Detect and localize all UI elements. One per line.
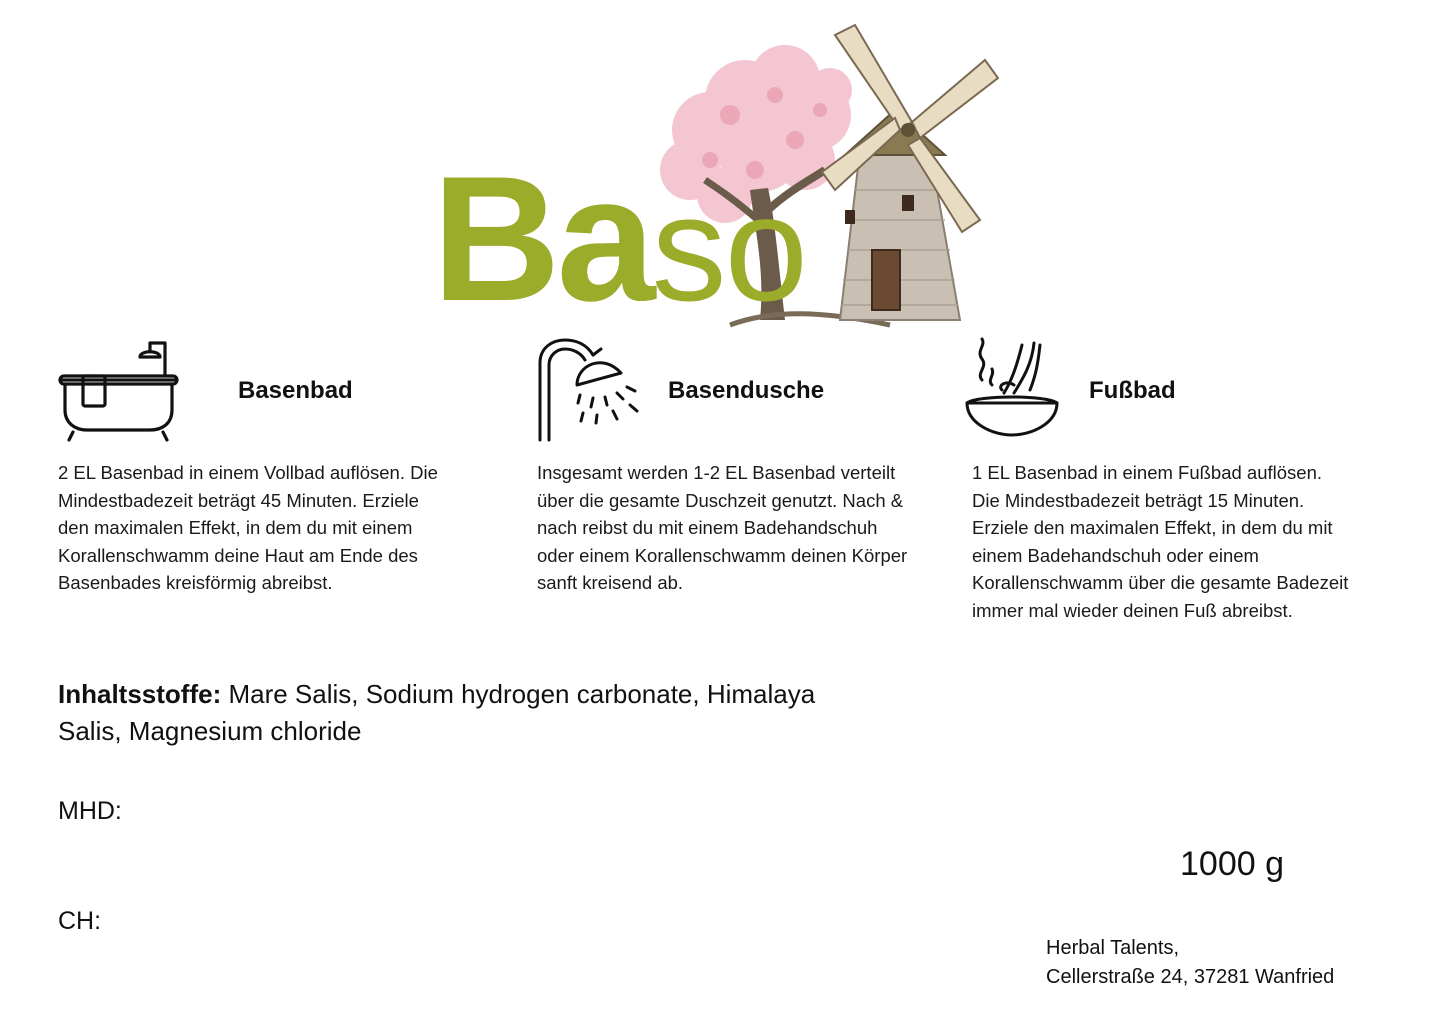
shower-icon	[535, 335, 665, 445]
ch-label: CH:	[58, 907, 102, 935]
usage-title-basendusche: Basendusche	[668, 377, 825, 404]
company-name: Herbal Talents,	[1046, 937, 1180, 959]
foot-bath-icon	[962, 335, 1092, 445]
bathtub-icon	[55, 335, 185, 445]
brand-logo-light: so	[651, 164, 806, 332]
brand-logo	[432, 139, 806, 350]
mhd-label: MHD:	[58, 797, 122, 825]
usage-text-basenbad: 2 EL Basenbad in einem Vollbad auflösen. Die Mindestbadezeit beträgt 45 Minuten. Erziele den maximalen Effekt, in dem du mit einem Korallenschwamm deine Haut am Ende des Basenbades kreisförmig abreibst.	[58, 462, 438, 593]
usage-title-basenbad: Basenbad	[238, 377, 353, 404]
company-address: Cellerstraße 24, 37281 Wanfried	[1046, 966, 1335, 988]
brand-logo-bold: Ba	[432, 139, 652, 338]
company-info	[1046, 934, 1334, 992]
ingredients-label: Inhaltsstoffe:	[58, 679, 222, 709]
usage-title-fussbad: Fußbad	[1089, 377, 1176, 404]
net-weight: 1000 g	[1180, 845, 1284, 883]
ingredients	[58, 676, 878, 750]
ingredients-text: Mare Salis, Sodium hydrogen carbonate, Himalaya Salis, Magnesium chloride	[58, 679, 816, 746]
usage-text-basendusche: Insgesamt werden 1-2 EL Basenbad verteilt über die gesamte Duschzeit genutzt. Nach & nach reibst du mit einem Badehandschuh oder einem Korallenschwamm deinen Körper sanft kreisend ab.	[537, 462, 908, 593]
usage-text-fussbad: 1 EL Basenbad in einem Fußbad auflösen. Die Mindestbadezeit beträgt 15 Minuten. Erziele den maximalen Effekt, in dem du mit einem Badehandschuh oder einem Korallenschwamm über die gesamte Badezeit immer mal wieder deinen Fuß abreibst.	[972, 462, 1349, 621]
